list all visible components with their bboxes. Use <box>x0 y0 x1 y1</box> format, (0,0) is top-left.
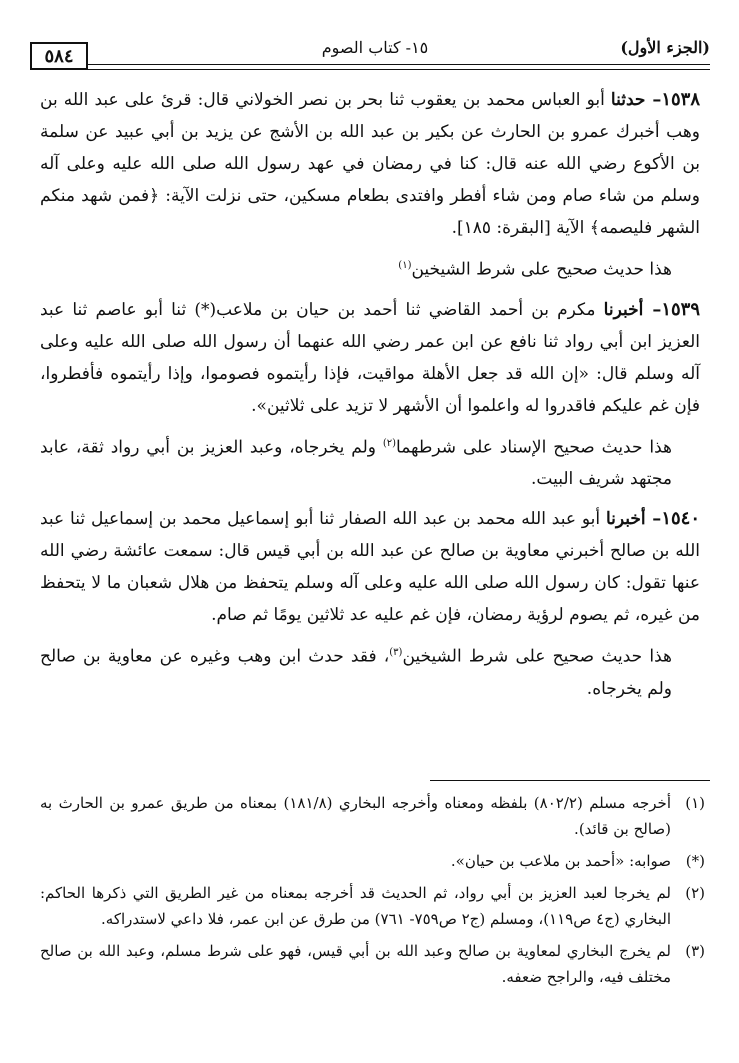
hadith-number: ١٥٣٨ <box>661 89 700 110</box>
footnote <box>40 880 705 932</box>
footnote <box>40 790 705 842</box>
hadith-number: ١٥٣٩ <box>661 298 700 320</box>
hadith-verb: أخبرنا <box>605 509 646 530</box>
footnote <box>40 848 705 874</box>
hadith-number: ١٥٤٠ <box>661 508 700 530</box>
hadith-text: مكرم بن أحمد القاضي ثنا أحمد بن حيان بن ملاعب(*) ثنا أبو عاصم ثنا عبد العزيز ابن أبي رواد ثنا نافع عن ابن عمر رضي الله عنهما أن رسول الله صلى الله عليه وعلى آله وسلم قال: «إن الله قد جعل الأهلة مواقيت، فإذا رأيتموه فصوموا، وإذا رأيتموه فأفطروا، فإن غم عليكم فاقدروا له واعلموا أن الأشهر لا تزيد على ثلاثين». <box>40 299 700 416</box>
hadith-entry: ١٥٣٩– أخبرنا مكرم بن أحمد القاضي ثنا أحمد بن حيان بن ملاعب(*) ثنا أبو عاصم ثنا عبد العزيز ابن أبي رواد ثنا نافع عن ابن عمر رضي الله عنهما أن رسول الله صلى الله عليه وعلى آله وسلم قال: «إن الله قد جعل الأهلة مواقيت، فإذا رأيتموه فصوموا، وإذا رأيتموه فأفطروا، فإن غم عليكم فاقدروا له واعلموا أن الأشهر لا تزيد على ثلاثين». <box>40 298 700 416</box>
footnote-text: لم يخرجا لعبد العزيز بن أبي رواد، ثم الحديث قد أخرجه بمعناه من غير الطريق التي ذكرها الحاكم: البخاري (ج٤ ص١١٩)، ومسلم (ج٢ ص٧٥٩- ٧٦١) من طرق عن ابن عمر، فلا داعي لاستدراكه. <box>40 884 671 928</box>
hadith-ruling: هذا حديث صحيح على شرط الشيخين$^{(٣)}$، فقد حدث ابن وهب وغيره عن معاوية بن صالح ولم يخرجاه. <box>40 646 672 699</box>
header-rule <box>88 69 710 70</box>
page-header <box>30 34 710 74</box>
hadith-entry: ١٥٣٨– حدثنا أبو العباس محمد بن يعقوب ثنا بحر بن نصر الخولاني قال: قرئ على عبد الله بن وهب أخبرك عمرو بن الحارث عن بكير بن عبد الله بن الأشج عن يزيد بن أبي عبيد عن سلمة بن الأكوع رضي الله عنه قال: كنا في رمضان في عهد رسول الله صلى الله عليه وعلى آله وسلم من شاء صام ومن شاء أفطر وافتدى بطعام مسكين، حتى نزلت الآية: ﴿فمن شهد منكم الشهر فليصمه﴾ الآية [البقرة: ١٨٥]. <box>40 89 700 238</box>
footnote-text: صوابه: «أحمد بن ملاعب بن حيان». <box>450 852 671 870</box>
footnotes-rule <box>430 780 710 781</box>
footnote-mark: (٢) <box>685 884 705 902</box>
footnote-text: لم يخرج البخاري لمعاوية بن صالح وعبد الله بن أبي قيس، فهو على شرط مسلم، وعبد الله بن صالح مختلف فيه، والراجح ضعفه. <box>40 942 671 986</box>
hadith-text: أبو عبد الله محمد بن عبد الله الصفار ثنا أبو إسماعيل محمد بن إسماعيل ثنا عبد الله بن صالح أخبرني معاوية بن صالح عن عبد الله بن أبي قيس قال: سمعت عائشة رضي الله عنها تقول: كان رسول الله صلى الله عليه وعلى آله وسلم يتحفظ من هلال شعبان ما لا يتحفظ من غيره، ثم يصوم لرؤية رمضان، فإن غم عليه عد ثلاثين يومًا ثم صام. <box>40 509 700 626</box>
chapter-title: ١٥- كتاب الصوم <box>321 38 429 57</box>
footnote-mark: (٣) <box>685 942 705 960</box>
page-number: ٥٨٤ <box>30 42 88 70</box>
hadith-verb: حدثنا <box>610 90 646 110</box>
hadith-entry: ١٥٤٠– أخبرنا أبو عبد الله محمد بن عبد الله الصفار ثنا أبو إسماعيل محمد بن إسماعيل ثنا عبد الله بن صالح أخبرني معاوية بن صالح عن عبد الله بن أبي قيس قال: سمعت عائشة رضي الله عنها تقول: كان رسول الله صلى الله عليه وعلى آله وسلم يتحفظ من هلال شعبان ما لا يتحفظ من غيره، ثم يصوم لرؤية رمضان، فإن غم عليه عد ثلاثين يومًا ثم صام. <box>40 508 700 626</box>
hadith-ruling: هذا حديث صحيح الإسناد على شرطهما$^{(٢)}$ ولم يخرجاه، وعبد العزيز بن أبي رواد ثقة، عابد مجتهد شريف البيت. <box>40 437 672 490</box>
volume-label: (الجزء الأول) <box>620 38 710 57</box>
footnotes <box>40 790 705 996</box>
header-rule <box>88 64 710 65</box>
footnote-text: أخرجه مسلم (٨٠٢/٢) بلفظه ومعناه وأخرجه البخاري (١٨١/٨) بمعناه من طريق عمرو بن الحارث به (صالح بن قائد). <box>40 794 671 838</box>
hadith-text: أبو العباس محمد بن يعقوب ثنا بحر بن نصر الخولاني قال: قرئ على عبد الله بن وهب أخبرك عمرو بن الحارث عن بكير بن عبد الله بن الأشج عن يزيد بن أبي عبيد عن سلمة بن الأكوع رضي الله عنه قال: كنا في رمضان في عهد رسول الله صلى الله عليه وعلى آله وسلم من شاء صام ومن شاء أفطر وافتدى بطعام مسكين، حتى نزلت الآية: ﴿فمن شهد منكم الشهر فليصمه﴾ الآية [البقرة: ١٨٥]. <box>40 90 700 238</box>
footnote <box>40 938 705 990</box>
main-text <box>40 84 700 713</box>
footnote-mark: (١) <box>685 794 705 812</box>
hadith-verb: أخبرنا <box>603 299 644 320</box>
footnote-ref: (٢) <box>382 437 397 449</box>
footnote-ref: (٣) <box>389 647 403 659</box>
footnote-mark: (*) <box>685 852 705 870</box>
footnote-ref: (١) <box>398 260 412 271</box>
hadith-ruling: هذا حديث صحيح على شرط الشيخين$^{(١)}$ <box>398 259 672 280</box>
